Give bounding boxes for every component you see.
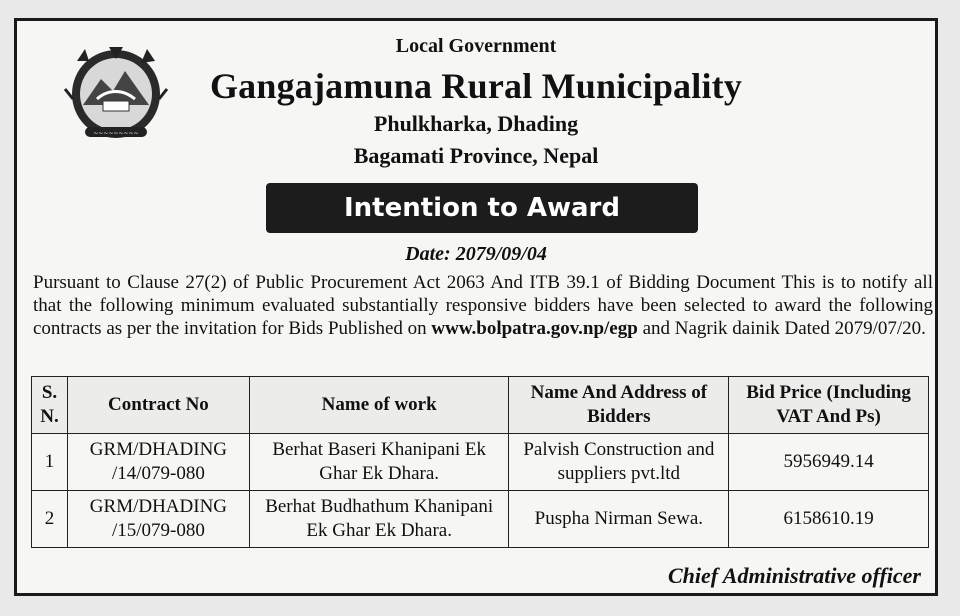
table-row	[32, 491, 929, 548]
notice-body	[33, 271, 933, 340]
cell-bidder: Puspha Nirman Sewa.	[509, 491, 729, 548]
municipality-name: Gangajamuna Rural Municipality	[209, 66, 743, 106]
header-contract-no: Contract No	[67, 377, 249, 434]
cell-name-of-work: Berhat Budhathum Khanipani Ek Ghar Ek Dhara.	[249, 491, 509, 548]
header-sn: S. N.	[32, 377, 68, 434]
cell-sn: 2	[32, 491, 68, 548]
address-line-2: Bagamati Province, Nepal	[353, 143, 599, 168]
cell-bid-price: 6158610.19	[729, 491, 929, 548]
table-row	[32, 434, 929, 491]
cell-bidder: Palvish Construction and suppliers pvt.ltd	[509, 434, 729, 491]
header-name-of-work: Name of work	[249, 377, 509, 434]
cell-contract-no: GRM/DHADING /15/079-080	[67, 491, 249, 548]
notice-title-banner: Intention to Award	[266, 183, 698, 233]
award-table	[31, 376, 929, 548]
header-bid-price: Bid Price (Including VAT And Ps)	[729, 377, 929, 434]
bolpatra-link[interactable]: www.bolpatra.gov.np/egp	[431, 318, 638, 339]
cell-sn: 1	[32, 434, 68, 491]
cell-bid-price: 5956949.14	[729, 434, 929, 491]
notice-page	[14, 18, 938, 596]
local-government-label: Local Government	[395, 35, 557, 57]
notice-date: Date: 2079/09/04	[405, 243, 547, 265]
signature-title: Chief Administrative officer	[668, 563, 921, 588]
cell-contract-no: GRM/DHADING /14/079-080	[67, 434, 249, 491]
address-line-1: Phulkharka, Dhading	[373, 111, 579, 136]
body-text-part2: and Nagrik dainik Dated 2079/07/20.	[637, 318, 926, 339]
cell-name-of-work: Berhat Baseri Khanipani Ek Ghar Ek Dhara.	[249, 434, 509, 491]
svg-text:~~~~~~~~~: ~~~~~~~~~	[93, 130, 139, 137]
header-bidder: Name And Address of Bidders	[509, 377, 729, 434]
table-header-row	[32, 377, 929, 434]
body-text-part1: Pursuant to Clause 27(2) of Public Procurement Act 2063 And ITB 39.1 of Bidding Document This is to notify all that the following minimum evaluated substantially responsive bidders have been selected to award the following contracts as per the invitation for Bids Published on	[33, 272, 933, 339]
